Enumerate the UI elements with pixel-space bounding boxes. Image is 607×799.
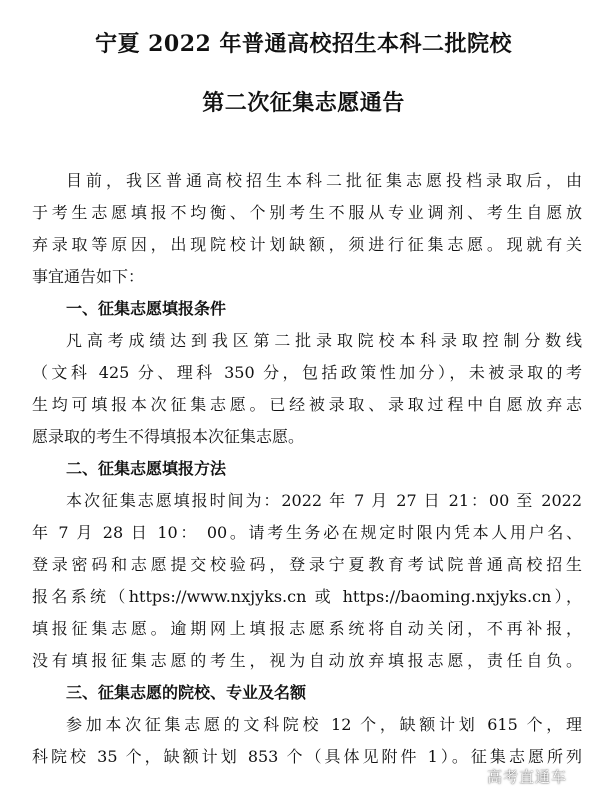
paragraph-line: 参加本次征集志愿的文科院校 12 个，缺额计划 615 个，理: [66, 715, 582, 734]
section-heading-3: 三、征集志愿的院校、专业及名额: [66, 683, 307, 702]
document-body: [32, 165, 582, 767]
paragraph-line: 年 7 月 28 日 10： 00。请考生务必在规定时限内凭本人用户名、: [32, 523, 582, 542]
paragraph-line: 报名系统（https://www.nxjyks.cn 或 https://baoming.nxjyks.cn），: [32, 587, 582, 606]
watermark-text: 高考直通车: [486, 768, 567, 786]
paragraph-line: 凡高考成绩达到我区第二批录取院校本科录取控制分数线: [66, 331, 582, 350]
paragraph-line: 没有填报征集志愿的考生，视为自动放弃填报志愿，责任自负。: [32, 651, 582, 670]
paragraph-line: 科院校 35 个，缺额计划 853 个（具体见附件 1）。征集志愿所列: [32, 747, 582, 766]
paragraph-line: 事宜通告如下：: [32, 267, 145, 286]
paragraph-line: 填报征集志愿。逾期网上填报志愿系统将自动关闭，不再补报，: [32, 619, 582, 638]
paragraph-line: 于考生志愿填报不均衡、个别考生不服从专业调剂、考生自愿放: [32, 203, 582, 222]
section-heading-1: 一、征集志愿填报条件: [66, 299, 227, 318]
paragraph-line: 本次征集志愿填报时间为：2022 年 7 月 27 日 21：00 至 2022: [66, 491, 582, 510]
paragraph-line: 愿录取的考生不得填报本次征集志愿。: [32, 427, 305, 446]
document-title-line-2: 第二次征集志愿通告: [202, 90, 405, 116]
paragraph-line: 登录密码和志愿提交校验码，登录宁夏教育考试院普通高校招生: [32, 555, 582, 574]
section-heading-2: 二、征集志愿填报方法: [66, 459, 227, 478]
document-title-line-1: 宁夏 2022 年普通高校招生本科二批院校: [94, 31, 513, 57]
paragraph-line: 生均可填报本次征集志愿。已经被录取、录取过程中自愿放弃志: [32, 395, 582, 414]
paragraph-line: 弃录取等原因，出现院校计划缺额，须进行征集志愿。现就有关: [32, 235, 582, 254]
paragraph-line: （文科 425 分、理科 350 分，包括政策性加分），未被录取的考: [32, 363, 582, 382]
paragraph-line: 目前，我区普通高校招生本科二批征集志愿投档录取后，由: [66, 171, 582, 190]
